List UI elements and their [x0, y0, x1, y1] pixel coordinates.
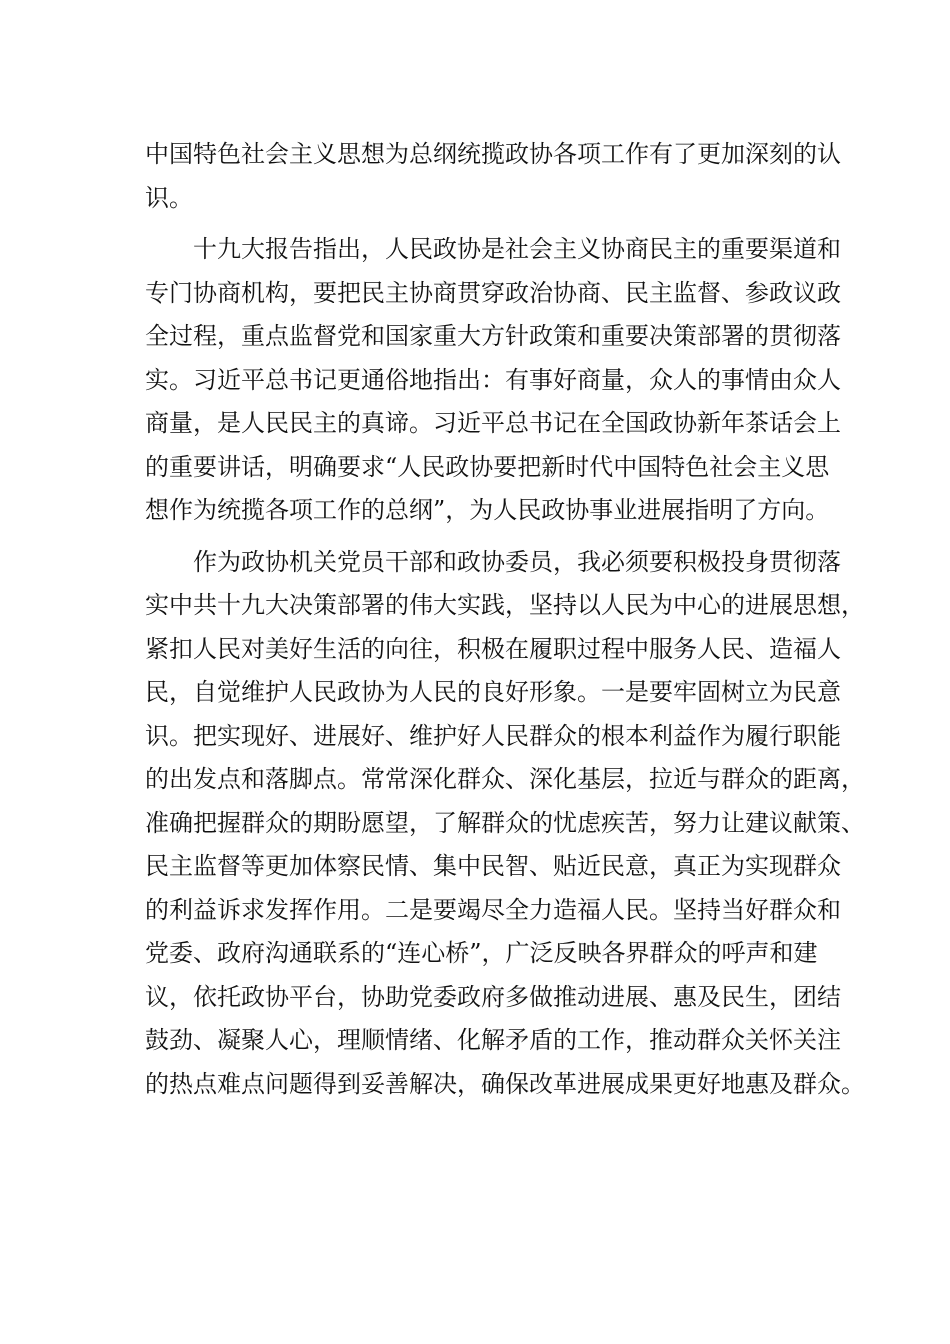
- text-line: 的利益诉求发挥作用。二是要竭尽全力造福人民。坚持当好群众和: [145, 895, 841, 924]
- text-line: 议，依托政协平台，协助党委政府多做推动进展、惠及民生，团结: [145, 982, 841, 1011]
- document-body: [145, 133, 865, 1106]
- paragraph-3: [145, 541, 865, 1107]
- text-line: 商量，是人民民主的真谛。习近平总书记在全国政协新年茶话会上: [145, 409, 841, 437]
- text-line: 鼓劲、凝聚人心，理顺情绪、化解矛盾的工作，推动群众关怀关注: [145, 1026, 841, 1054]
- text-line: 的重要讲话，明确要求“人民政协要把新时代中国特色社会主义思: [145, 452, 830, 481]
- text-line: 全过程，重点监督党和国家重大方针政策和重要决策部署的贯彻落: [145, 322, 841, 350]
- paragraph-1: [145, 133, 841, 220]
- text-line: 紧扣人民对美好生活的向往，积极在履职过程中服务人民、造福人: [145, 634, 841, 663]
- text-line: 的出发点和落脚点。常常深化群众、深化基层，拉近与群众的距离，: [145, 765, 865, 793]
- text-line: 党委、政府沟通联系的“连心桥”，广泛反映各界群众的呼声和建: [145, 939, 818, 967]
- text-line: 识。: [145, 183, 193, 212]
- paragraph-2: [145, 228, 841, 533]
- text-line: 专门协商机构，要把民主协商贯穿政治协商、民主监督、参政议政: [145, 278, 841, 307]
- text-line: 中国特色社会主义思想为总纲统揽政协各项工作有了更加深刻的认: [145, 140, 841, 168]
- text-line: 民，自觉维护人民政协为人民的良好形象。一是要牢固树立为民意: [145, 678, 841, 706]
- text-line: 实。习近平总书记更通俗地指出：有事好商量，众人的事情由众人: [145, 365, 841, 394]
- text-line: 准确把握群众的期盼愿望，了解群众的忧虑疾苦，努力让建议献策、: [145, 808, 865, 837]
- text-line: 的热点难点问题得到妥善解决，确保改革进展成果更好地惠及群众。: [145, 1069, 865, 1098]
- text-line: 识。把实现好、进展好、维护好人民群众的根本利益作为履行职能: [145, 721, 841, 750]
- text-line: 十九大报告指出，人民政协是社会主义协商民主的重要渠道和: [193, 235, 841, 263]
- text-line: 想作为统揽各项工作的总纲”，为人民政协事业进展指明了方向。: [145, 496, 830, 524]
- text-line: 实中共十九大决策部署的伟大实践，坚持以人民为中心的进展思想，: [145, 591, 865, 619]
- text-line: 民主监督等更加体察民情、集中民智、贴近民意，真正为实现群众: [145, 852, 841, 880]
- text-line: 作为政协机关党员干部和政协委员，我必须要积极投身贯彻落: [193, 547, 841, 576]
